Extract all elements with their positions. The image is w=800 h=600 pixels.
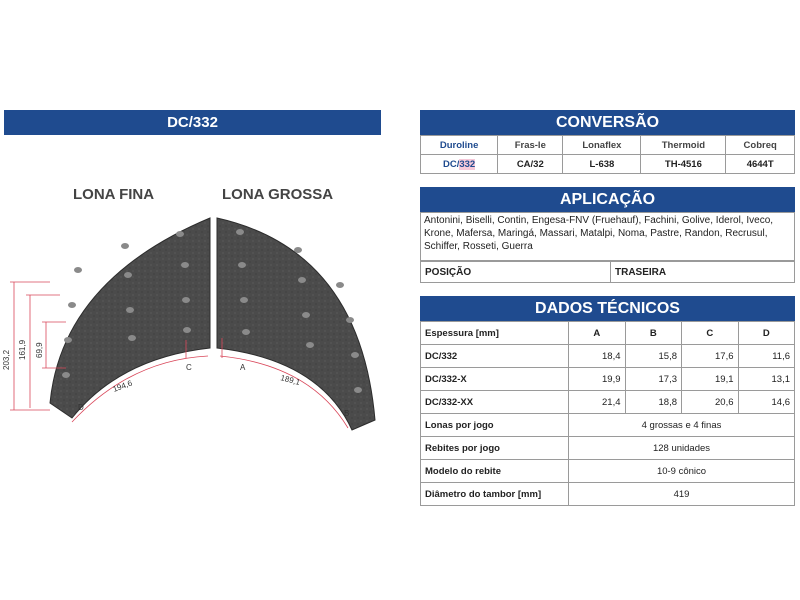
table-row: [421, 368, 795, 391]
letter-a: A: [240, 363, 246, 372]
rebites-label: Rebites por jogo: [421, 437, 569, 460]
conv-value-cell: 4644T: [726, 155, 795, 174]
table-row: [421, 391, 795, 414]
letter-d: D: [78, 403, 84, 412]
conv-header-cell: Thermoid: [641, 136, 726, 155]
row-value: 21,4: [569, 391, 626, 414]
dim-h2: 161,9: [18, 339, 27, 360]
conv-code-highlight: 332: [459, 158, 476, 170]
letter-b: B: [344, 409, 350, 418]
col-header: D: [738, 322, 795, 345]
espessura-label: Espessura [mm]: [421, 322, 569, 345]
row-label: DC/332-XX: [421, 391, 569, 414]
posicao-label: POSIÇÃO: [421, 262, 611, 283]
modelo-label: Modelo do rebite: [421, 460, 569, 483]
row-value: 19,1: [682, 368, 739, 391]
col-header: C: [682, 322, 739, 345]
conv-header-cell: Cobreq: [726, 136, 795, 155]
dim-h3: 69,9: [35, 342, 44, 358]
diametro-value: 419: [569, 483, 795, 506]
table-row: [421, 483, 795, 506]
posicao-table: [420, 261, 795, 283]
conv-header-cell: Lonaflex: [563, 136, 641, 155]
lonas-label: Lonas por jogo: [421, 414, 569, 437]
conv-value-cell: TH-4516: [641, 155, 726, 174]
aplicacao-header: APLICAÇÃO: [420, 187, 795, 212]
table-row: [421, 414, 795, 437]
row-value: 15,8: [625, 345, 682, 368]
conversao-header: CONVERSÃO: [420, 110, 795, 135]
dados-tecnicos-table: [420, 321, 795, 506]
row-value: 18,4: [569, 345, 626, 368]
diametro-label: Diâmetro do tambor [mm]: [421, 483, 569, 506]
row-value: 19,9: [569, 368, 626, 391]
row-value: 13,1: [738, 368, 795, 391]
conv-code-prefix: DC/: [442, 158, 460, 170]
label-lona-fina: LONA FINA: [73, 186, 155, 203]
posicao-value: TRASEIRA: [611, 262, 795, 283]
dados-tecnicos-header: DADOS TÉCNICOS: [420, 296, 795, 321]
rebites-value: 128 unidades: [569, 437, 795, 460]
row-value: 17,6: [682, 345, 739, 368]
conv-value-cell: CA/32: [498, 155, 563, 174]
row-label: DC/332: [421, 345, 569, 368]
row-value: 11,6: [738, 345, 795, 368]
row-value: 17,3: [625, 368, 682, 391]
table-row: [421, 460, 795, 483]
modelo-value: 10-9 cônico: [569, 460, 795, 483]
row-value: 14,6: [738, 391, 795, 414]
product-title-bar: [4, 110, 381, 135]
label-lona-grossa: LONA GROSSA: [222, 186, 334, 203]
table-row: [421, 437, 795, 460]
aplicacao-text: Antonini, Biselli, Contin, Engesa-FNV (Fruehauf), Fachini, Golive, Iderol, Iveco, Krone, Mafersa, Maringá, Massari, Matalpi, Noma, Pastre, Randon, Recrusul, Schiffer, Rosseti, Guerra: [420, 212, 795, 261]
col-header: A: [569, 322, 626, 345]
dim-arc-grossa: 189,1: [279, 373, 302, 388]
product-title: DC/332: [167, 114, 218, 131]
conv-value-cell: [421, 155, 498, 174]
brake-lining-drawing: [0, 210, 400, 440]
row-label: DC/332-X: [421, 368, 569, 391]
row-value: 18,8: [625, 391, 682, 414]
conversao-table: [420, 135, 795, 174]
conv-value-cell: L-638: [563, 155, 641, 174]
conv-header-cell: Duroline: [421, 136, 498, 155]
dim-arc-fina: 194,6: [111, 378, 134, 394]
table-row: [421, 345, 795, 368]
col-header: B: [625, 322, 682, 345]
lonas-value: 4 grossas e 4 finas: [569, 414, 795, 437]
letter-c: C: [186, 363, 192, 372]
dim-h1: 203,2: [2, 349, 11, 370]
row-value: 20,6: [682, 391, 739, 414]
conv-header-cell: Fras-le: [498, 136, 563, 155]
